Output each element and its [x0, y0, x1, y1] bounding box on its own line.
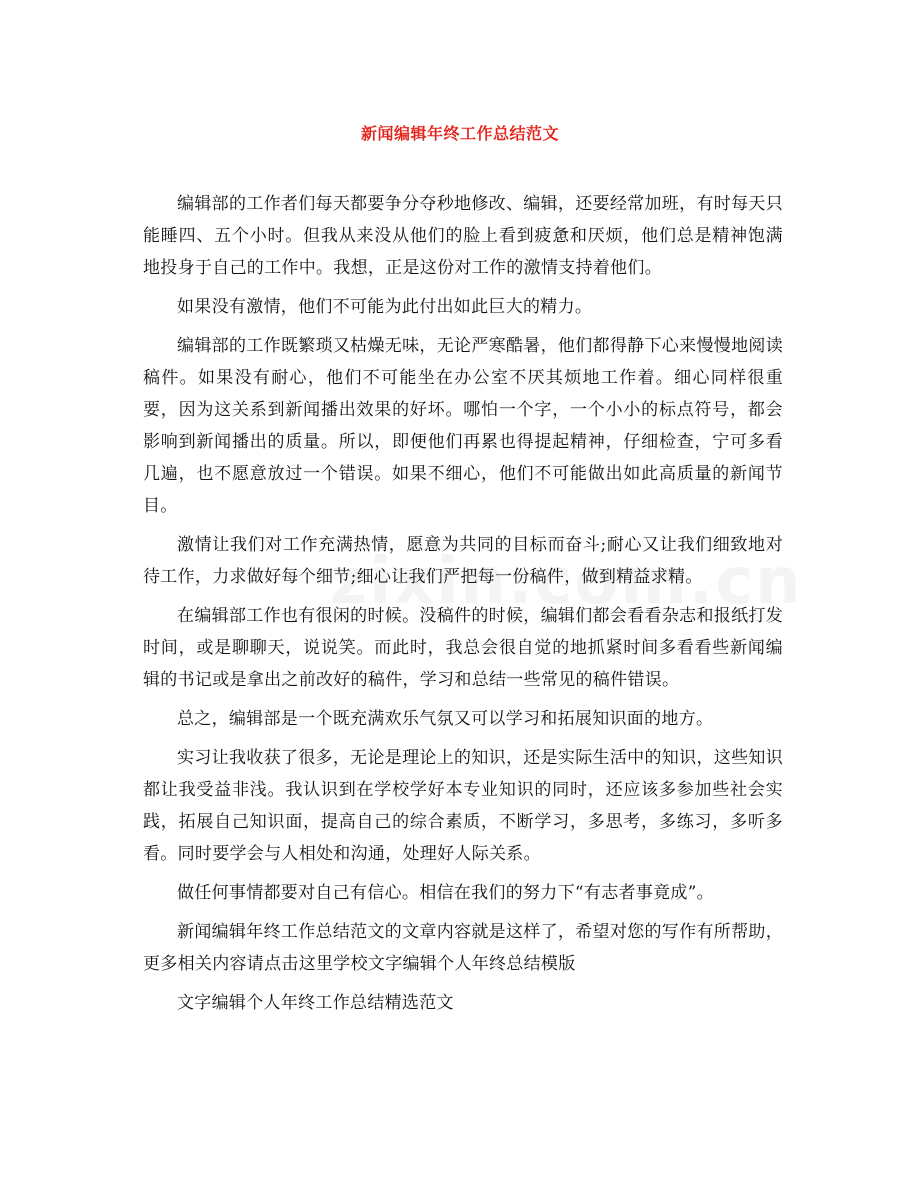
document-body [143, 188, 783, 1026]
paragraph-1: 编辑部的工作者们每天都要争分夺秒地修改、编辑，还要经常加班，有时每天只能睡四、五个小时。但我从来没从他们的脸上看到疲惫和厌烦，他们总是精神饱满地投身于自己的工作中。我想，正是这份对工作的激情支持着他们。 [143, 194, 783, 278]
paragraph-6: 总之，编辑部是一个既充满欢乐气氛又可以学习和拓展知识面的地方。 [177, 709, 714, 729]
paragraph-7: 实习让我收获了很多，无论是理论上的知识，还是实际生活中的知识，这些知识都让我受益非浅。我认识到在学校学好本专业知识的同时，还应该多参加些社会实践，拓展自己知识面，提高自己的综合素质，不断学习，多思考，多练习，多听多看。同时要学会与人相处和沟通，处理好人际关系。 [143, 748, 783, 864]
paragraph-4: 激情让我们对工作充满热情，愿意为共同的目标而奋斗;耐心又让我们细致地对待工作，力求做好每个细节;细心让我们严把每一份稿件，做到精益求精。 [143, 535, 783, 587]
paragraph-8: 做任何事情都要对自己有信心。相信在我们的努力下“有志者事竟成”。 [177, 883, 714, 903]
document-title: 新闻编辑年终工作总结范文 [360, 124, 559, 143]
paragraph-2: 如果没有激情，他们不可能为此付出如此巨大的精力。 [177, 297, 593, 317]
paragraph-5: 在编辑部工作也有很闲的时候。没稿件的时候，编辑们都会看看杂志和报纸打发时间，或是聊聊天，说说笑。而此时，我总会很自觉的地抓紧时间多看看些新闻编辑的书记或是拿出之前改好的稿件，学习和总结一些常见的稿件错误。 [143, 606, 783, 690]
paragraph-3: 编辑部的工作既繁琐又枯燥无味，无论严寒酷暑，他们都得静下心来慢慢地阅读稿件。如果没有耐心，他们不可能坐在办公室不厌其烦地工作着。细心同样很重要，因为这关系到新闻播出效果的好坏。哪怕一个字，一个小小的标点符号，都会影响到新闻播出的质量。所以，即便他们再累也得提起精神，仔细检查，宁可多看几遍，也不愿意放过一个错误。如果不细心，他们不可能做出如此高质量的新闻节目。 [143, 336, 783, 516]
paragraph-9-related-link[interactable]: 新闻编辑年终工作总结范文的文章内容就是这样了，希望对您的写作有所帮助，更多相关内容请点击这里学校文字编辑个人年终总结模版 [143, 922, 783, 974]
paragraph-10-related-link[interactable]: 文字编辑个人年终工作总结精选范文 [177, 993, 454, 1013]
